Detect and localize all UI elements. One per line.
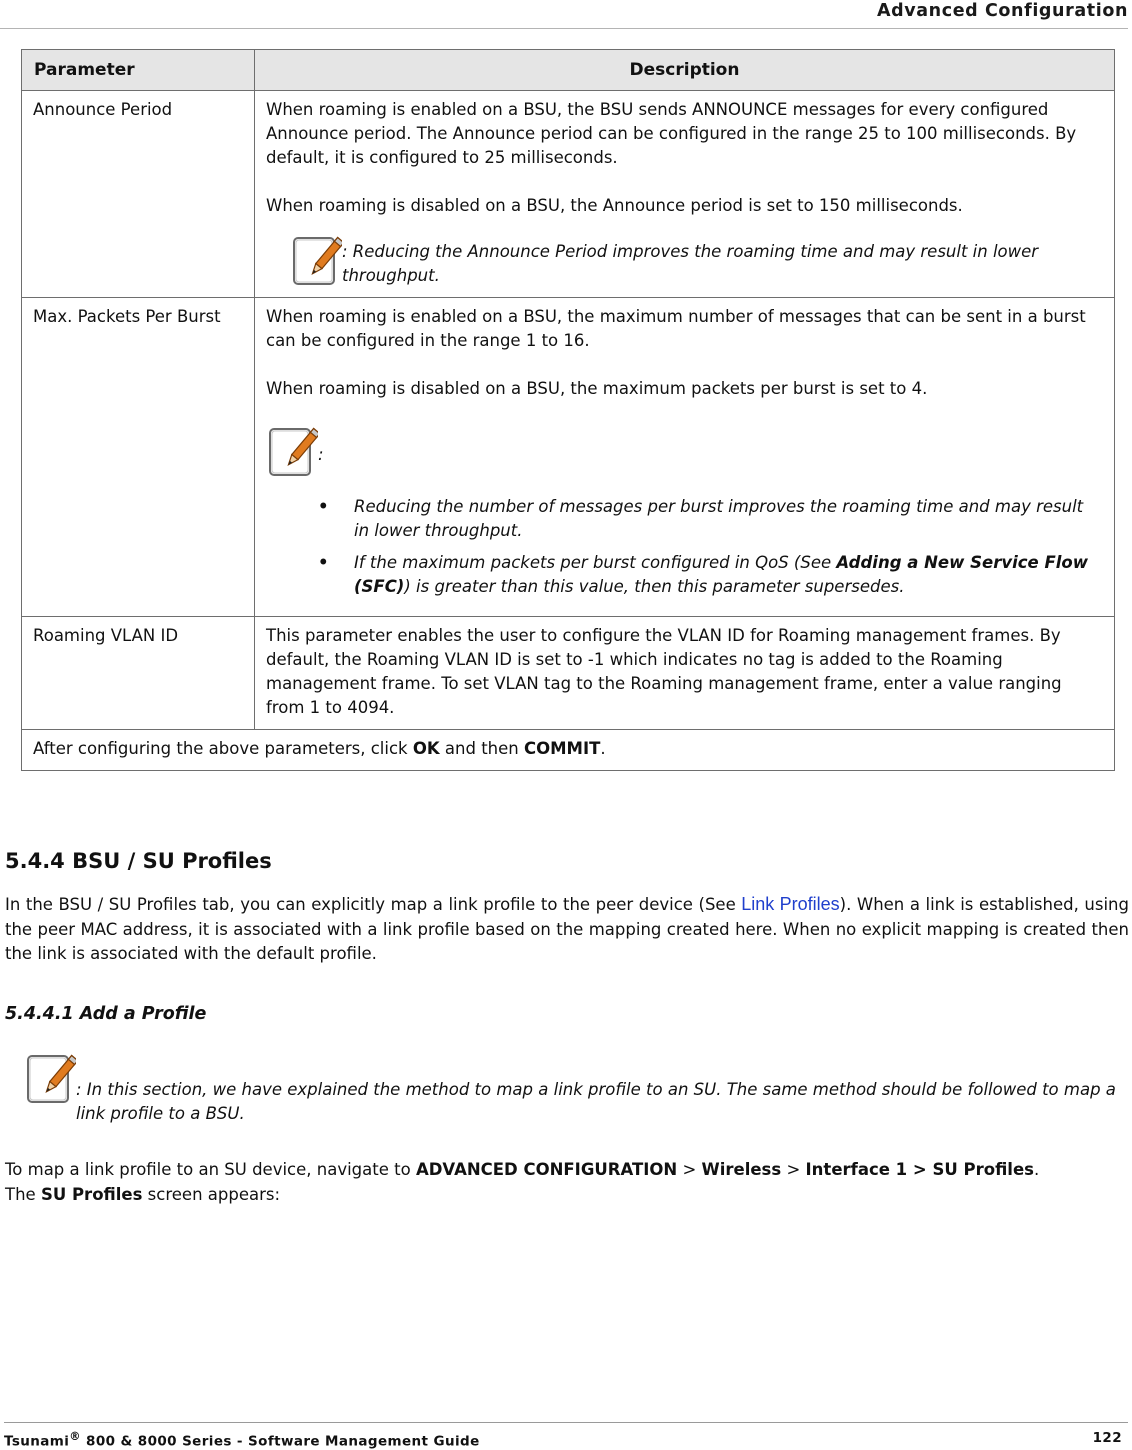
parameter-description	[255, 617, 1115, 730]
footer-brand: Tsunami	[4, 1433, 70, 1450]
footer-text: .	[600, 739, 606, 758]
parameter-table	[21, 49, 1115, 771]
intro-text: ). When a link is established, using the peer MAC address, it is associated with a link profile based on the mapping created here. When no explicit mapping is created then the link is associated with the default profile.	[5, 895, 1129, 963]
note-pencil-icon	[290, 232, 342, 288]
bullet-text: If the maximum packets per burst configured in QoS (See	[354, 553, 837, 572]
navigation-instructions	[5, 1158, 1129, 1207]
parameter-name: Max. Packets Per Burst	[22, 298, 255, 617]
commit-label: COMMIT	[523, 739, 601, 758]
table-header-row	[22, 50, 1115, 91]
table-row	[22, 617, 1115, 730]
note-pencil-icon	[24, 1050, 76, 1106]
page-header	[0, 0, 1128, 29]
nav-separator: >	[677, 1160, 702, 1179]
intro-text: In the BSU / SU Profiles tab, you can explicitly map a link profile to the peer device (See	[5, 895, 742, 914]
parameter-description	[255, 298, 1115, 617]
description-column-header: Description	[255, 50, 1115, 91]
parameter-name: Roaming VLAN ID	[22, 617, 255, 730]
note-text: : In this section, we have explained the method to map a link profile to an SU. The same method should be followed to map a link profile to a BSU.	[76, 1080, 1116, 1123]
parameter-description	[255, 91, 1115, 298]
description-paragraph: When roaming is enabled on a BSU, the BSU sends ANNOUNCE messages for every configured Announce period. The Announce period can be configured in the range 25 to 100 milliseconds. By default, it is configured to 25 milliseconds.	[266, 100, 1077, 167]
note-text: : Reducing the Announce Period improves the roaming time and may result in lower throughput.	[342, 242, 1039, 285]
description-paragraph: When roaming is disabled on a BSU, the maximum packets per burst is set to 4.	[266, 379, 928, 398]
nav-separator: >	[781, 1160, 806, 1179]
parameter-column-header: Parameter	[22, 50, 255, 91]
list-item: • Reducing the number of messages per burst improves the roaming time and may result in lower throughput.	[354, 495, 1103, 543]
note-pencil-icon	[266, 423, 318, 479]
description-paragraph: When roaming is enabled on a BSU, the maximum number of messages that can be sent in a burst can be configured in the range 1 to 16.	[266, 307, 1086, 350]
page-number: 122	[1092, 1430, 1122, 1446]
instruction-text: To map a link profile to an SU device, navigate to	[5, 1160, 416, 1179]
note-bullet-list	[266, 495, 1103, 599]
ok-label: OK	[412, 739, 440, 758]
page-header-title: Advanced Configuration	[876, 1, 1128, 21]
instruction-text: screen appears:	[142, 1184, 281, 1204]
footer-text: and then	[439, 739, 524, 758]
table-footer-cell	[22, 730, 1115, 771]
section-title: 5.4.4 BSU / SU Profiles	[5, 849, 272, 873]
table-row	[22, 91, 1115, 298]
footer-text: After configuring the above parameters, click	[33, 739, 413, 758]
note	[24, 1052, 1132, 1126]
table-row	[22, 730, 1115, 771]
nav-advanced-configuration: ADVANCED CONFIGURATION	[415, 1160, 678, 1179]
registered-mark: ®	[69, 1430, 81, 1443]
description-paragraph: This parameter enables the user to configure the VLAN ID for Roaming management frames. By default, the Roaming VLAN ID is set to -1 which indicates no tag is added to the Roaming management frame. To set VLAN tag to the Roaming management frame, enter a value ranging from 1 to 4094.	[266, 626, 1062, 717]
note	[266, 431, 1103, 479]
subsection-title: 5.4.4.1 Add a Profile	[5, 1004, 207, 1024]
note	[266, 240, 1103, 288]
link-profiles-link[interactable]: Link Profiles	[741, 894, 840, 914]
note-text: :	[318, 445, 324, 464]
table-row	[22, 298, 1115, 617]
parameter-name: Announce Period	[22, 91, 255, 298]
list-item	[354, 551, 1103, 599]
description-paragraph: When roaming is disabled on a BSU, the Announce period is set to 150 milliseconds.	[266, 196, 963, 215]
section-intro	[5, 892, 1129, 967]
page-footer	[4, 1422, 1128, 1450]
bullet-text: ) is greater than this value, then this parameter supersedes.	[404, 577, 905, 596]
instruction-text: The	[5, 1184, 41, 1204]
nav-su-profiles: Interface 1 > SU Profiles	[805, 1160, 1034, 1179]
screen-name: SU Profiles	[40, 1184, 143, 1204]
footer-title: 800 & 8000 Series - Software Management Guide	[80, 1433, 480, 1450]
sfc-link[interactable]: Adding a New Service Flow (SFC)	[354, 553, 1088, 596]
instruction-text: .	[1033, 1160, 1040, 1179]
nav-wireless: Wireless	[701, 1160, 782, 1179]
